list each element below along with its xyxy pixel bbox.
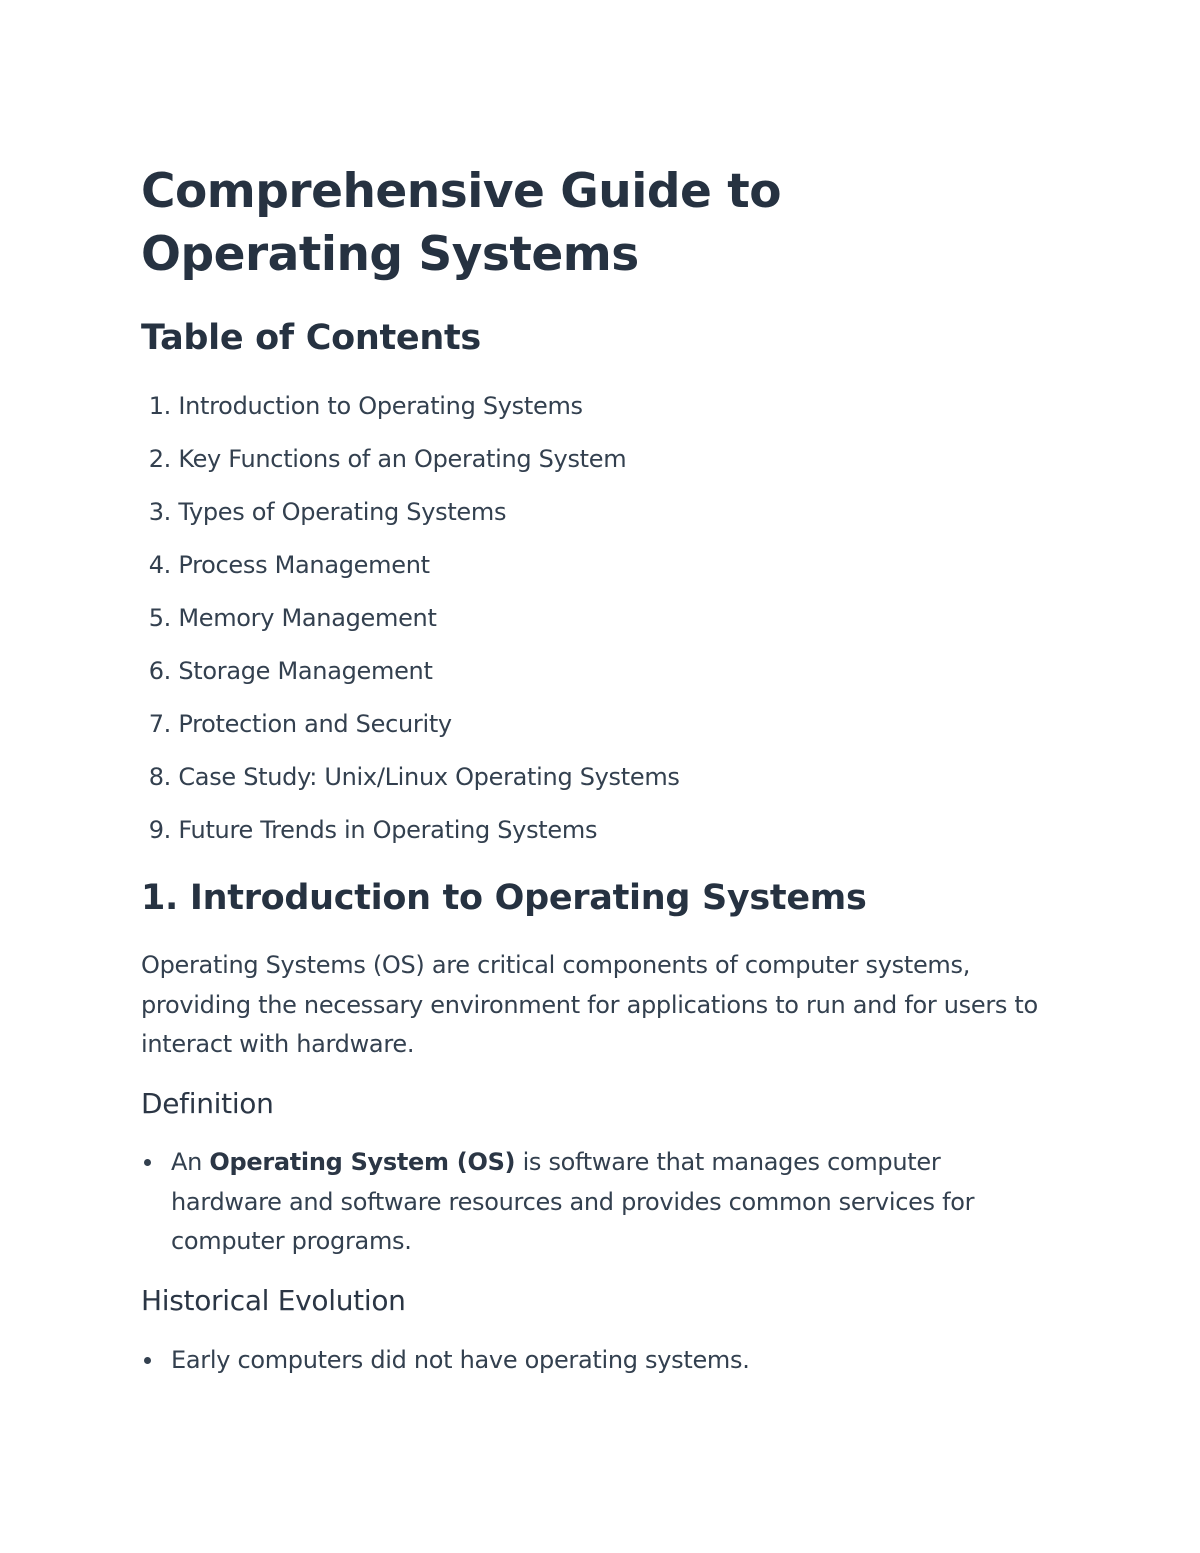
- toc-item-future-trends[interactable]: [141, 810, 680, 863]
- toc-item-number: 7.: [148, 710, 171, 738]
- toc-item-number: 6.: [148, 657, 171, 685]
- toc-item-number: 3.: [148, 498, 171, 526]
- toc-item-types[interactable]: [141, 492, 680, 545]
- intro-paragraph: Operating Systems (OS) are critical components of computer systems, providing the necessary environment for applications to run and for users to interact with hardware.: [141, 951, 1038, 1058]
- document-title: Comprehensive Guide to Operating Systems: [141, 164, 782, 282]
- history-bullet: [141, 1341, 1041, 1381]
- toc-item-protection-security[interactable]: [141, 704, 680, 757]
- definition-bullet: [141, 1143, 1041, 1262]
- toc-item-label[interactable]: Storage Management: [178, 657, 433, 685]
- definition-text: is software that manages computer hardware and software resources and provides common services for computer programs.: [171, 1148, 975, 1255]
- toc-item-number: 1.: [148, 392, 171, 420]
- toc-item-key-functions[interactable]: [141, 439, 680, 492]
- toc-item-label[interactable]: Future Trends in Operating Systems: [178, 816, 598, 844]
- bullet-dot-icon: [144, 1357, 151, 1364]
- toc-item-label[interactable]: Types of Operating Systems: [178, 498, 507, 526]
- toc-item-process-management[interactable]: [141, 545, 680, 598]
- definition-term: Operating System (OS): [209, 1148, 516, 1176]
- toc-item-label[interactable]: Process Management: [178, 551, 430, 579]
- toc-item-number: 5.: [148, 604, 171, 632]
- toc-item-number: 4.: [148, 551, 171, 579]
- section-heading-introduction: 1. Introduction to Operating Systems: [141, 878, 867, 918]
- definition-prefix: An: [171, 1148, 210, 1176]
- definition-list: [141, 1143, 1041, 1262]
- history-bullet-text: Early computers did not have operating systems.: [171, 1346, 750, 1374]
- subheading-definition: Definition: [141, 1087, 274, 1120]
- toc-item-storage-management[interactable]: [141, 651, 680, 704]
- toc-item-label[interactable]: Memory Management: [178, 604, 437, 632]
- toc-heading: Table of Contents: [141, 318, 481, 358]
- toc-item-label[interactable]: Introduction to Operating Systems: [178, 392, 583, 420]
- toc-item-introduction[interactable]: [141, 386, 680, 439]
- toc-item-number: 9.: [148, 816, 171, 844]
- toc-item-label[interactable]: Case Study: Unix/Linux Operating Systems: [178, 763, 680, 791]
- toc-item-memory-management[interactable]: [141, 598, 680, 651]
- toc-item-label[interactable]: Protection and Security: [178, 710, 452, 738]
- toc-item-case-study[interactable]: [141, 757, 680, 810]
- toc-item-number: 2.: [148, 445, 171, 473]
- bullet-dot-icon: [144, 1159, 151, 1166]
- toc-item-number: 8.: [148, 763, 171, 791]
- subheading-historical-evolution: Historical Evolution: [141, 1284, 406, 1317]
- history-list: [141, 1341, 1041, 1381]
- toc-item-label[interactable]: Key Functions of an Operating System: [178, 445, 627, 473]
- toc-list: [141, 386, 680, 863]
